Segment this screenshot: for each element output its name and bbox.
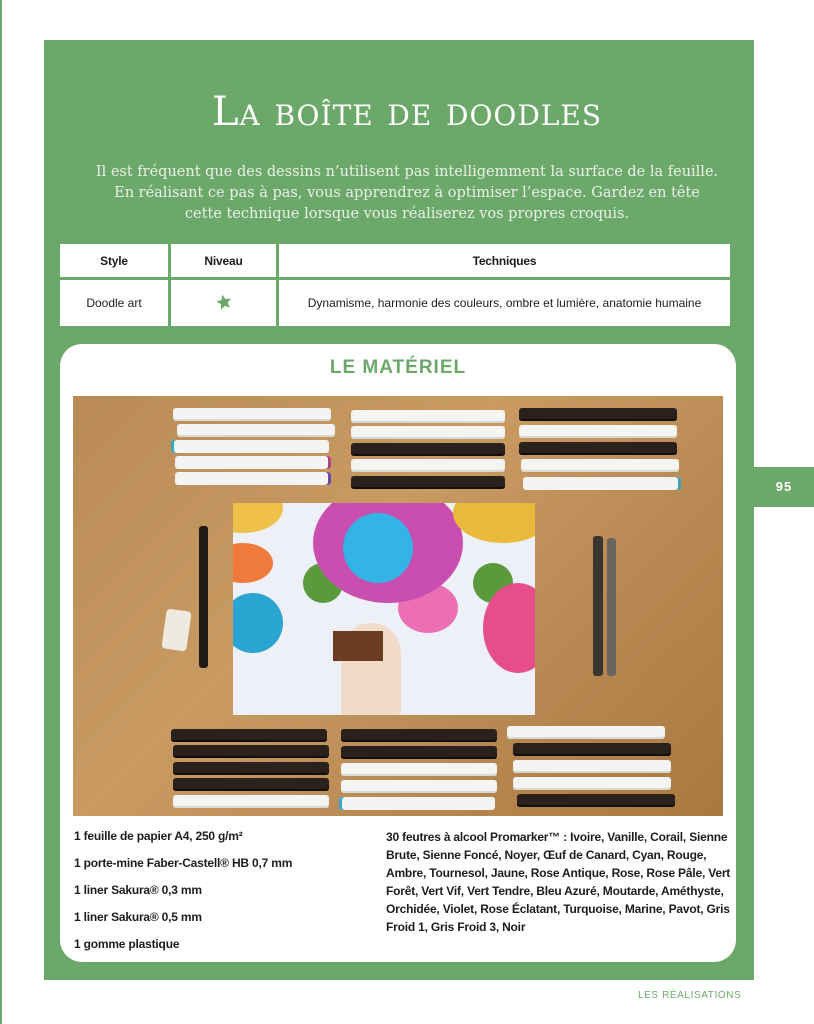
- marker: [175, 472, 331, 485]
- marker: [513, 743, 671, 756]
- marker: [341, 746, 497, 759]
- marker: [521, 459, 679, 472]
- marker: [351, 476, 505, 489]
- running-footer: LES RÉALISATIONS: [638, 990, 742, 1001]
- header-techniques: Techniques: [279, 244, 730, 277]
- marker: [517, 794, 675, 807]
- box: [333, 631, 383, 661]
- materiel-card: [60, 344, 736, 962]
- cell-style: Doodle art: [60, 280, 168, 326]
- doodle-cloud: [453, 503, 535, 543]
- material-item: 1 porte-mine Faber-Castell® HB 0,7 mm: [74, 856, 293, 870]
- marker: [519, 442, 677, 455]
- marker: [351, 410, 505, 423]
- marker: [175, 456, 331, 469]
- marker: [173, 778, 329, 791]
- material-item: 1 liner Sakura® 0,3 mm: [74, 883, 202, 897]
- page-edge-rule: [0, 0, 2, 1024]
- marker: [513, 760, 671, 773]
- cell-techniques: Dynamisme, harmonie des couleurs, ombre et lumière, anatomie humaine: [279, 280, 730, 326]
- marker: [507, 726, 665, 739]
- cell-niveau: [171, 280, 276, 326]
- intro-line: Il est fréquent que des dessins n’utilisent pas intelligemment la surface de la feuille.: [95, 164, 719, 180]
- marker: [523, 477, 681, 490]
- marker: [173, 408, 331, 421]
- paint-splash: [233, 593, 283, 653]
- material-item: 1 feuille de papier A4, 250 g/m²: [74, 829, 243, 843]
- info-table-header: [60, 244, 730, 277]
- marker: [171, 729, 327, 742]
- mechanical-pencil: [199, 526, 208, 668]
- marker: [173, 745, 329, 758]
- doodle-cloud: [343, 513, 413, 583]
- page-number-tab: 95: [754, 467, 814, 507]
- eraser: [161, 608, 191, 651]
- info-table: [57, 241, 733, 329]
- material-item: 1 gomme plastique: [74, 937, 180, 951]
- marker: [351, 443, 505, 456]
- marker: [339, 797, 495, 810]
- materiel-title: LE MATÉRIEL: [329, 357, 467, 378]
- marker: [341, 780, 497, 793]
- materials-photo: [73, 396, 723, 816]
- intro-line: En réalisant ce pas à pas, vous apprendrez à optimiser l’espace. Gardez en tête: [114, 185, 700, 201]
- liner-pen: [607, 538, 616, 676]
- marker: [519, 408, 677, 421]
- star-icon: [215, 293, 233, 314]
- header-style: Style: [60, 244, 168, 277]
- header-niveau: Niveau: [171, 244, 276, 277]
- marker: [177, 424, 335, 437]
- marker: [341, 729, 497, 742]
- marker: [171, 440, 329, 453]
- materials-list-left: [74, 828, 374, 963]
- marker: [351, 459, 505, 472]
- materials-list-markers: 30 feutres à alcool Promarker™ : Ivoire, Vanille, Corail, Sienne Brute, Sienne Foncé, Noyer, Œuf de Canard, Cyan, Rouge, Ambre, Tournesol, Jaune, Rose Antique, Rose, Rose Pâle, Vert Forêt, Vert Vif, Vert Tendre, Bleu Azuré, Moutarde, Améthyste, Orchidée, Violet, Rose Éclatant, Turquoise, Marine, Pavot, Gris Froid 1, Gris Froid 3, Noir: [386, 830, 731, 934]
- marker: [173, 762, 329, 775]
- marker: [519, 425, 677, 438]
- liner-pen: [593, 536, 603, 676]
- doodle-drawing: [233, 503, 535, 715]
- marker: [173, 795, 329, 808]
- paint-splash: [233, 543, 273, 583]
- doodle-cloud: [233, 503, 283, 533]
- info-table-row: [60, 280, 730, 326]
- page-title: La boîte de doodles: [211, 89, 603, 135]
- intro-paragraph: [0, 162, 814, 225]
- intro-line: cette technique lorsque vous réaliserez vos propres croquis.: [184, 206, 630, 222]
- marker: [351, 426, 505, 439]
- marker: [341, 763, 497, 776]
- material-item: 1 liner Sakura® 0,5 mm: [74, 910, 202, 924]
- marker: [513, 777, 671, 790]
